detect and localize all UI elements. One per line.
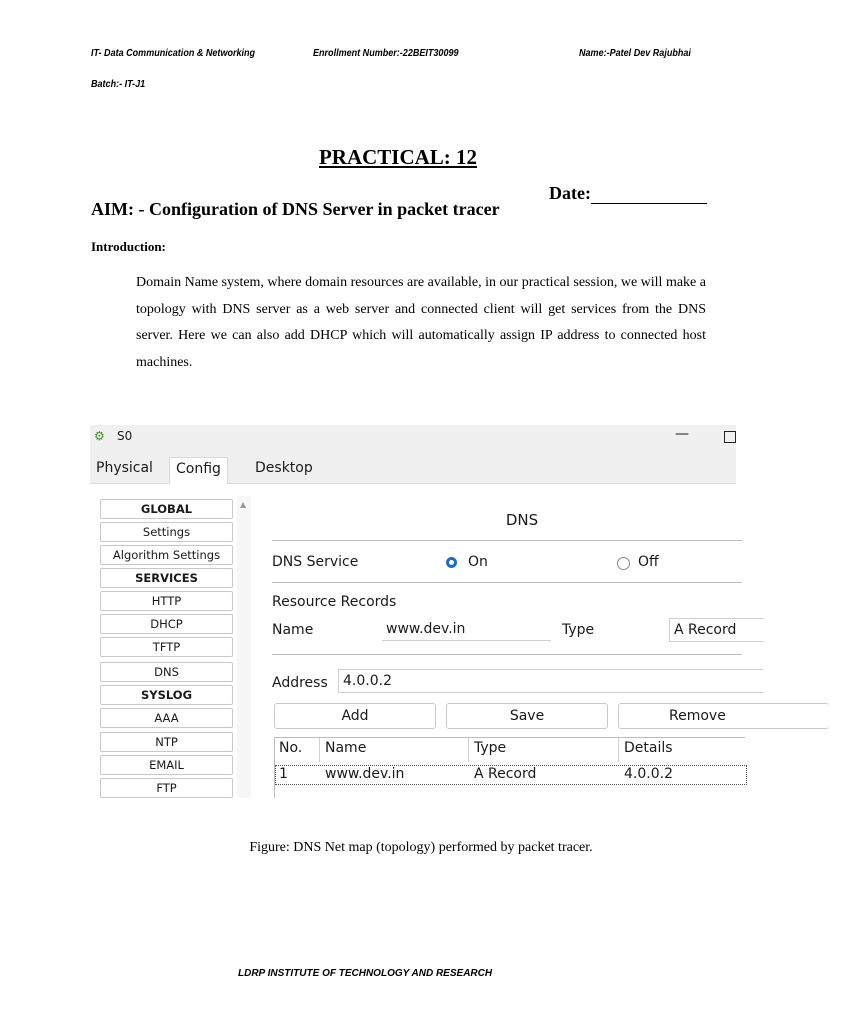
practical-title: PRACTICAL: 12	[318, 145, 478, 169]
column-header-no: No.	[279, 740, 303, 756]
tab-config[interactable]: Config	[169, 457, 228, 484]
sidebar-item-aaa[interactable]: AAA	[100, 708, 233, 728]
window-titlebar	[90, 425, 736, 449]
header-name: Name:-Patel Dev Rajubhai	[579, 47, 691, 59]
sidebar-item-ftp[interactable]: FTP	[100, 778, 233, 798]
address-label: Address	[272, 675, 328, 691]
type-label: Type	[562, 622, 595, 638]
column-header-name: Name	[325, 740, 367, 756]
column-separator	[319, 738, 320, 762]
divider	[272, 540, 742, 541]
sidebar-item-dns[interactable]: DNS	[100, 662, 233, 682]
date-field	[549, 183, 707, 204]
dns-off-radio[interactable]	[617, 557, 630, 570]
config-sidebar	[95, 496, 250, 798]
dns-off-label: Off	[638, 554, 659, 570]
maximize-button[interactable]	[724, 431, 736, 443]
row-name: www.dev.in	[325, 766, 405, 782]
name-label: Name	[272, 622, 314, 638]
scroll-up-icon[interactable]: ▲	[240, 500, 247, 509]
column-header-details: Details	[624, 740, 673, 756]
server-icon: ⚙	[94, 429, 105, 443]
dns-panel	[272, 497, 742, 797]
date-label: Date:	[549, 183, 591, 203]
sidebar-item-algorithm-settings[interactable]: Algorithm Settings	[100, 545, 233, 565]
dns-service-label: DNS Service	[272, 554, 359, 570]
resource-records-label: Resource Records	[272, 594, 397, 610]
minimize-button[interactable]: —	[675, 426, 689, 442]
intro-paragraph: Domain Name system, where domain resources are available, in our practical session, we will make a topology with DNS server as a web server and connected client will get services from the DNS server. Here we can also add DHCP which will automatically assign IP address to connected host machines.	[136, 275, 706, 370]
divider	[272, 582, 742, 583]
address-input[interactable]: 4.0.0.2	[338, 669, 763, 693]
header-enrollment: Enrollment Number:-22BEIT30099	[313, 47, 459, 59]
dns-on-label: On	[468, 554, 488, 570]
divider	[272, 654, 742, 655]
tab-physical[interactable]: Physical	[96, 460, 153, 476]
remove-button[interactable]: Remove	[618, 703, 829, 729]
aim-heading: AIM: - Configuration of DNS Server in packet tracer	[91, 199, 500, 219]
figure-caption: Figure: DNS Net map (topology) performed by packet tracer.	[249, 840, 593, 855]
row-details: 4.0.0.2	[624, 766, 673, 782]
page-footer: LDRP INSTITUTE OF TECHNOLOGY AND RESEARCH	[238, 968, 493, 979]
dns-panel-title: DNS	[505, 511, 539, 529]
sidebar-item-ntp[interactable]: NTP	[100, 732, 233, 752]
save-button[interactable]: Save	[446, 703, 608, 729]
sidebar-item-email[interactable]: EMAIL	[100, 755, 233, 775]
column-separator	[468, 738, 469, 762]
type-select[interactable]: A Record	[669, 618, 764, 642]
sidebar-item-dhcp[interactable]: DHCP	[100, 614, 233, 634]
header-batch: Batch:- IT-J1	[91, 78, 146, 90]
tab-desktop[interactable]: Desktop	[255, 460, 313, 476]
window-title: S0	[117, 429, 133, 443]
sidebar-item-syslog[interactable]: SYSLOG	[100, 685, 233, 705]
sidebar-item-settings[interactable]: Settings	[100, 522, 233, 542]
column-header-type: Type	[474, 740, 507, 756]
sidebar-item-http[interactable]: HTTP	[100, 591, 233, 611]
column-separator	[618, 738, 619, 762]
sidebar-header-global: GLOBAL	[100, 499, 233, 519]
row-type: A Record	[474, 766, 537, 782]
date-blank-line	[591, 185, 707, 204]
header-subject: IT- Data Communication & Networking	[91, 47, 256, 59]
packet-tracer-window	[90, 425, 736, 798]
sidebar-header-services: SERVICES	[100, 568, 233, 588]
name-input[interactable]: www.dev.in	[382, 618, 551, 641]
sidebar-scrollbar[interactable]	[237, 496, 251, 798]
records-table	[274, 737, 745, 798]
row-no: 1	[279, 766, 288, 782]
add-button[interactable]: Add	[274, 703, 436, 729]
dns-on-radio[interactable]	[446, 557, 457, 568]
tab-bar	[90, 449, 736, 484]
intro-heading: Introduction:	[91, 239, 166, 254]
sidebar-item-tftp[interactable]: TFTP	[100, 637, 233, 657]
